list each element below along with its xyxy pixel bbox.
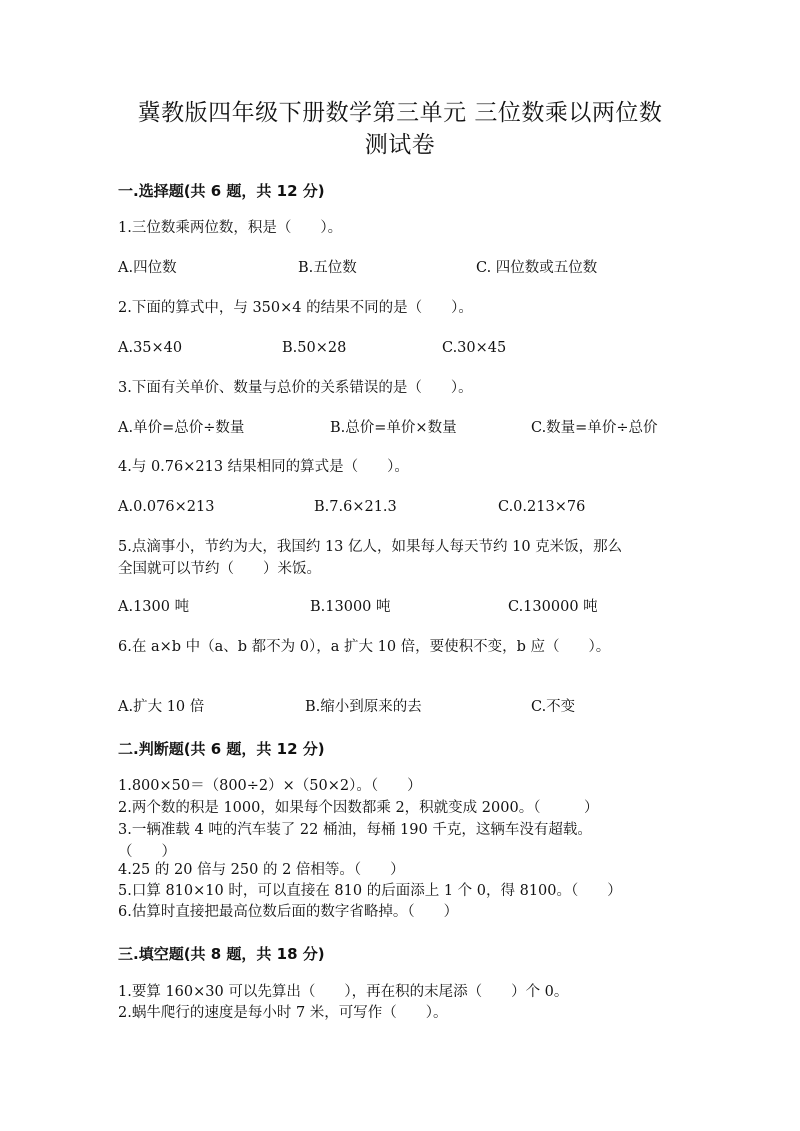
question-text: 4.与 0.76×213 结果相同的算式是（ ）。: [118, 459, 409, 475]
statement-line: 2.两个数的积是 1000，如果每个因数都乘 2，积就变成 2000。（ ）: [118, 800, 599, 816]
option-a: A.0.076×213: [118, 499, 215, 515]
page-title-line2: 测试卷: [364, 132, 436, 158]
option-b: B.13000 吨: [310, 599, 391, 615]
statement-line: （ ）: [118, 844, 176, 860]
option-a: A.扩大 10 倍: [118, 699, 205, 715]
option-b: B.50×28: [282, 340, 347, 356]
question-text-line2: 全国就可以节约（ ）米饭。: [118, 561, 321, 577]
section-heading-choice: 一.选择题(共 6 题，共 12 分): [118, 182, 325, 200]
option-c: C.130000 吨: [508, 599, 598, 615]
question-text: 6.在 a×b 中（a、b 都不为 0），a 扩大 10 倍，要使积不变，b 应（ ）。: [118, 639, 611, 655]
option-c: C.0.213×76: [498, 499, 586, 515]
option-c: C. 四位数或五位数: [476, 260, 598, 276]
option-a: A.1300 吨: [118, 599, 190, 615]
question-text-line1: 5.点滴事小，节约为大，我国约 13 亿人，如果每人每天节约 10 克米饭，那么: [118, 539, 623, 555]
statement-line: 6.估算时直接把最高位数后面的数字省略掉。（ ）: [118, 904, 459, 920]
statement-line: 3.一辆准载 4 吨的汽车装了 22 桶油，每桶 190 千克，这辆车没有超载。: [118, 822, 592, 838]
section-heading-judgement: 二.判断题(共 6 题，共 12 分): [118, 740, 325, 758]
option-b: B.7.6×21.3: [314, 499, 397, 515]
page-title-line1: 冀教版四年级下册数学第三单元 三位数乘以两位数: [137, 100, 663, 126]
option-a: A.单价=总价÷数量: [118, 420, 245, 436]
option-c: C.不变: [531, 699, 576, 715]
fill-blank-line: 1.要算 160×30 可以先算出（ ），再在积的末尾添（ ）个 0。: [118, 984, 569, 1000]
question-text: 3.下面有关单价、数量与总价的关系错误的是（ ）。: [118, 380, 473, 396]
section-heading-fill-blank: 三.填空题(共 8 题，共 18 分): [118, 945, 325, 963]
statement-line: 5.口算 810×10 时，可以直接在 810 的后面添上 1 个 0，得 8100。（ ）: [118, 883, 622, 899]
option-c: C.数量=单价÷总价: [531, 420, 658, 436]
option-a: A.35×40: [118, 340, 183, 356]
option-c: C.30×45: [442, 340, 507, 356]
question-text: 1.三位数乘两位数，积是（ ）。: [118, 220, 343, 236]
option-a: A.四位数: [118, 260, 177, 276]
question-text: 2.下面的算式中，与 350×4 的结果不同的是（ ）。: [118, 300, 473, 316]
option-b: B.五位数: [298, 260, 357, 276]
option-b: B.缩小到原来的去: [305, 699, 422, 715]
statement-line: 4.25 的 20 倍与 250 的 2 倍相等。（ ）: [118, 862, 405, 878]
option-b: B.总价=单价×数量: [330, 420, 457, 436]
statement-line: 1.800×50＝（800÷2）×（50×2）。（ ）: [118, 778, 422, 794]
fill-blank-line: 2.蜗牛爬行的速度是每小时 7 米，可写作（ ）。: [118, 1005, 448, 1021]
